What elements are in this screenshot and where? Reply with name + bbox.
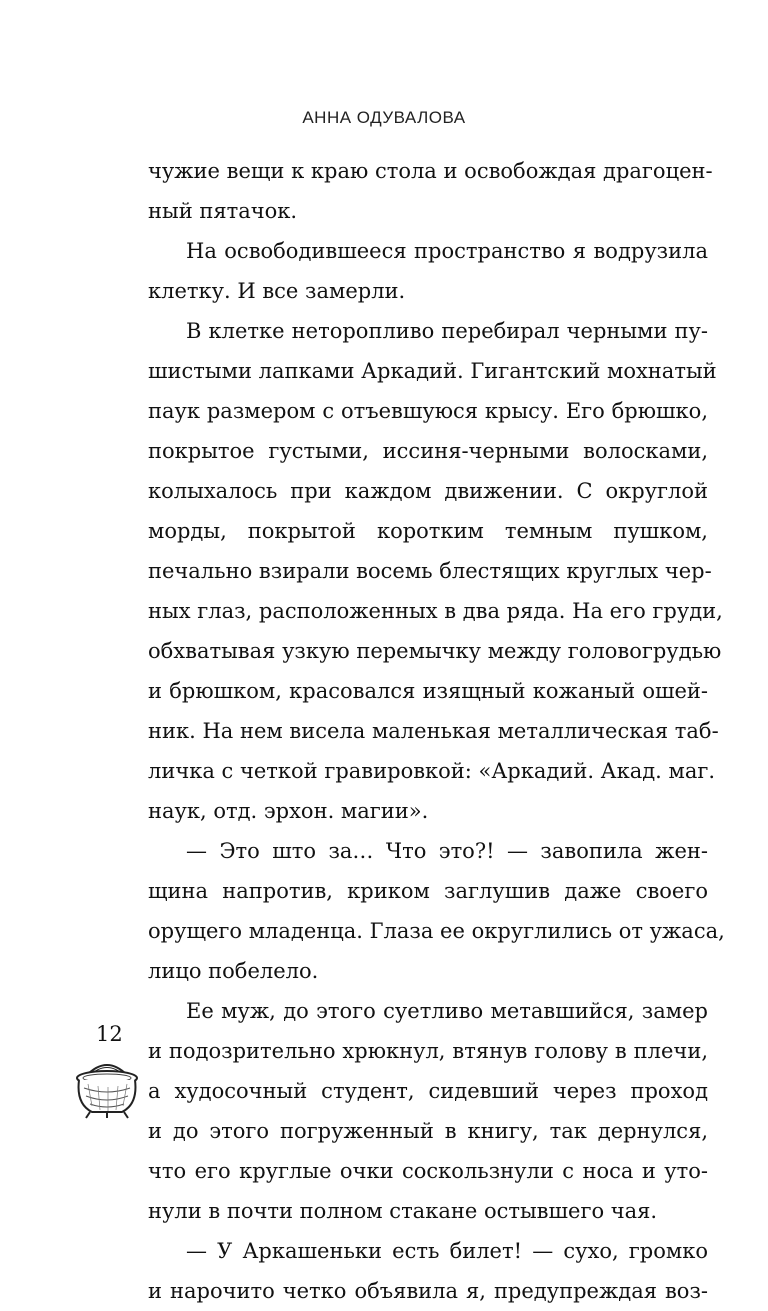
text-line: Ее муж, до этого суетливо метавшийся, замер	[186, 999, 708, 1023]
text-line: паук размером с отъевшуюся крысу. Его брюшко,	[148, 399, 708, 423]
page-number: 12	[96, 1022, 123, 1046]
text-line: ный пятачок.	[148, 199, 298, 223]
text-line: чужие вещи к краю стола и освобождая драгоцен-	[148, 159, 713, 183]
text-line: — Это што за… Что это?! — завопила жен-	[186, 839, 708, 863]
text-line: колыхалось при каждом движении. С округлой	[148, 479, 708, 503]
running-header-author: АННА ОДУВАЛОВА	[302, 108, 466, 127]
text-line: а худосочный студент, сидевший через проход	[148, 1079, 708, 1103]
text-line: щина напротив, криком заглушив даже своего	[148, 879, 708, 903]
text-line: обхватывая узкую перемычку между головогрудью	[148, 639, 722, 663]
text-line: ник. На нем висела маленькая металлическая таб-	[148, 719, 719, 743]
text-line: и подозрительно хрюкнул, втянув голову в плечи,	[148, 1039, 708, 1063]
text-line: печально взирали восемь блестящих круглых чер-	[148, 559, 712, 583]
body-text	[148, 151, 725, 1311]
text-line: клетку. И все замерли.	[148, 279, 406, 303]
text-line: ных глаз, расположенных в два ряда. На его груди,	[148, 599, 723, 623]
text-line: личка с четкой гравировкой: «Аркадий. Акад. маг.	[148, 759, 716, 783]
text-line: шистыми лапками Аркадий. Гигантский мохнатый	[148, 359, 717, 383]
text-line: морды, покрытой коротким темным пушком,	[148, 519, 708, 543]
text-line: и до этого погруженный в книгу, так дернулся,	[148, 1119, 708, 1143]
text-line: покрытое густыми, иссиня-черными волосками,	[148, 439, 708, 463]
text-line: орущего младенца. Глаза ее округлились от ужаса,	[148, 919, 725, 943]
text-line: что его круглые очки соскользнули с носа и уто-	[148, 1159, 708, 1183]
text-line: В клетке неторопливо перебирал черными пу-	[186, 319, 708, 343]
text-line: наук, отд. эрхон. магии».	[148, 799, 429, 823]
text-line: и брюшком, красовался изящный кожаный ошей-	[148, 679, 708, 703]
text-line: нули в почти полном стакане остывшего чая.	[148, 1199, 658, 1223]
cauldron-icon	[72, 1056, 142, 1120]
text-line: На освободившееся пространство я водрузила	[186, 239, 708, 263]
text-line: и нарочито четко объявила я, предупреждая воз-	[148, 1279, 708, 1303]
text-line: лицо побелело.	[148, 959, 319, 983]
text-line: — У Аркашеньки есть билет! — сухо, громко	[186, 1239, 708, 1263]
